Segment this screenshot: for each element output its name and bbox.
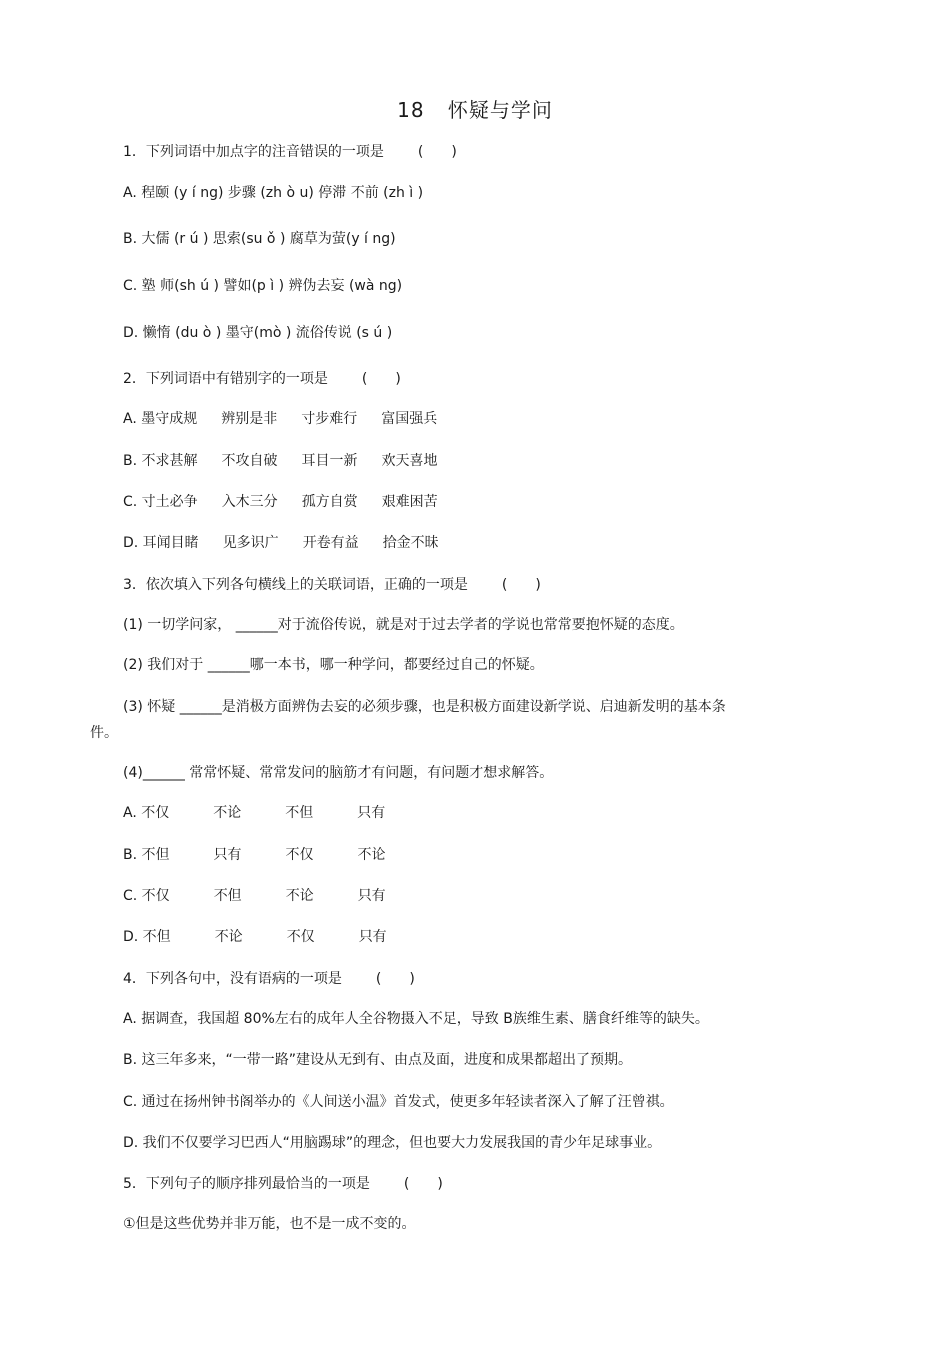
q3-option-a xyxy=(123,803,385,823)
option-term: D. 耳闻目睹 xyxy=(123,535,199,551)
question-text: 4．下列各句中，没有语病的一项是 xyxy=(123,971,342,987)
option-term: 不攻自破 xyxy=(221,453,278,469)
option-term: 见多识广 xyxy=(222,535,279,551)
option-term: 不但 xyxy=(213,888,242,904)
option-term: 只有 xyxy=(213,847,242,863)
q4-option-d: D. 我们不仅要学习巴西人“用脑踢球”的理念，但也要大力发展我国的青少年足球事业。 xyxy=(123,1135,662,1151)
page-title xyxy=(0,94,950,123)
option-term: 艰难困苦 xyxy=(381,494,438,510)
q3-sentence-4: (4)______ 常常怀疑、常常发问的脑筋才有问题，有问题才想求解答。 xyxy=(123,765,554,781)
q4-option-c: C. 通过在扬州钟书阁举办的《人间送小温》首发式，使更多年轻读者深入了解了汪曾祺。 xyxy=(123,1094,674,1110)
option-term: B. 不但 xyxy=(123,847,170,863)
question-2-stem xyxy=(123,369,401,389)
option-term: 不论 xyxy=(213,805,242,821)
option-term: 不论 xyxy=(285,888,314,904)
option-term: A. 墨守成规 xyxy=(123,411,198,427)
question-4-stem xyxy=(123,969,415,989)
option-term: C. 不仅 xyxy=(123,888,170,904)
question-text: 1．下列词语中加点字的注音错误的一项是 xyxy=(123,144,384,160)
answer-paren: ( ) xyxy=(375,971,415,987)
option-term: 入木三分 xyxy=(221,494,278,510)
question-1-stem xyxy=(123,142,457,162)
option-term: 欢天喜地 xyxy=(381,453,438,469)
question-text: 5．下列句子的顺序排列最恰当的一项是 xyxy=(123,1176,370,1192)
option-term: 寸步难行 xyxy=(301,411,358,427)
answer-paren: ( ) xyxy=(501,577,541,593)
answer-paren: ( ) xyxy=(361,371,401,387)
q1-option-a: A. 程颐 (y í ng) 步骤 (zh ò u) 停滞 不前 (zh ì ) xyxy=(123,185,424,201)
q3-sentence-3: (3) 怀疑 ______是消极方面辨伪去妄的必须步骤，也是积极方面建设新学说、启迪新发明的基本条 xyxy=(123,699,726,715)
q1-option-c: C. 塾 师(sh ú ) 譬如(p ì ) 辨伪去妄 (wà ng) xyxy=(123,278,403,294)
option-term: A. 不仅 xyxy=(123,805,170,821)
option-term: 不论 xyxy=(214,929,243,945)
question-text: 2．下列词语中有错别字的一项是 xyxy=(123,371,328,387)
option-term: 只有 xyxy=(357,805,386,821)
q3-sentence-2: (2) 我们对于 ______哪一本书，哪一种学问，都要经过自己的怀疑。 xyxy=(123,657,544,673)
option-term: 只有 xyxy=(358,929,387,945)
q2-option-c xyxy=(123,492,438,512)
q1-option-b: B. 大儒 (r ú ) 思索(su ǒ ) 腐草为萤(y í ng) xyxy=(123,231,396,247)
q4-option-b: B. 这三年多来，“一带一路”建设从无到有、由点及面，进度和成果都超出了预期。 xyxy=(123,1052,633,1068)
option-term: 不但 xyxy=(285,805,314,821)
q1-option-d: D. 懒惰 (du ò ) 墨守(mò ) 流俗传说 (s ú ) xyxy=(123,325,393,341)
option-term: 辨别是非 xyxy=(221,411,278,427)
option-term: 富国强兵 xyxy=(381,411,438,427)
lesson-title: 怀疑与学问 xyxy=(447,98,553,122)
option-term: C. 寸土必争 xyxy=(123,494,198,510)
answer-paren: ( ) xyxy=(403,1176,443,1192)
q3-sentence-3-continued: 件。 xyxy=(90,725,118,741)
option-term: 不仅 xyxy=(285,847,314,863)
q3-option-c xyxy=(123,886,386,906)
q5-sentence-1: ①但是这些优势并非万能，也不是一成不变的。 xyxy=(123,1216,416,1232)
q2-option-d xyxy=(123,533,439,553)
q2-option-a xyxy=(123,409,437,429)
option-term: 孤方自赏 xyxy=(301,494,358,510)
question-text: 3．依次填入下列各句横线上的关联词语，正确的一项是 xyxy=(123,577,468,593)
q3-sentence-1: (1) 一切学问家， ______对于流俗传说，就是对于过去学者的学说也常常要抱怀疑的态度。 xyxy=(123,617,684,633)
option-term: D. 不但 xyxy=(123,929,171,945)
question-5-stem xyxy=(123,1174,443,1194)
question-3-stem xyxy=(123,575,541,595)
option-term: 拾金不昧 xyxy=(382,535,439,551)
option-term: 不论 xyxy=(357,847,386,863)
option-term: 不仅 xyxy=(286,929,315,945)
option-term: 耳目一新 xyxy=(301,453,358,469)
q2-option-b xyxy=(123,451,438,471)
q4-option-a: A. 据调查，我国超 80%左右的成年人全谷物摄入不足，导致 B族维生素、膳食纤维等的缺失。 xyxy=(123,1011,709,1027)
q3-option-d xyxy=(123,927,387,947)
q3-option-b xyxy=(123,845,386,865)
lesson-number: 18 xyxy=(397,98,425,122)
option-term: 开卷有益 xyxy=(302,535,359,551)
option-term: B. 不求甚解 xyxy=(123,453,198,469)
answer-paren: ( ) xyxy=(417,144,457,160)
option-term: 只有 xyxy=(357,888,386,904)
